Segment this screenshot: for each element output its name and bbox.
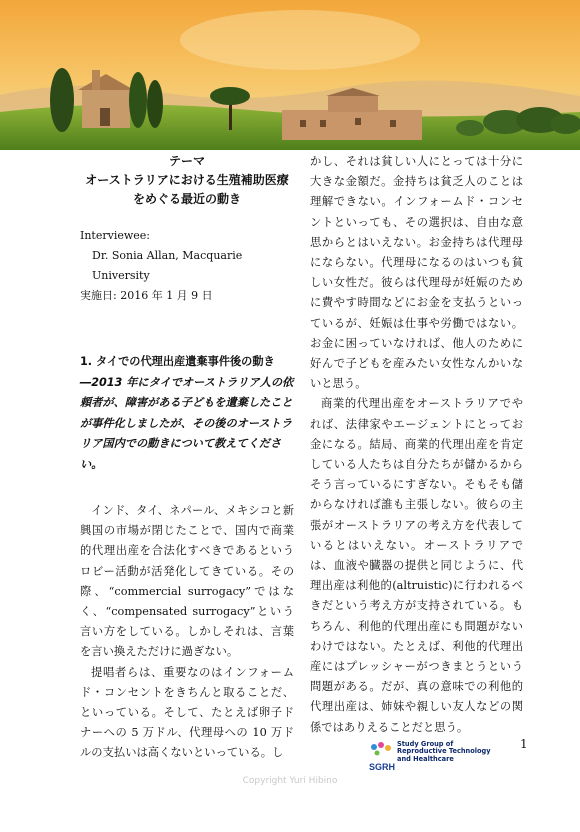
answer-paragraph: 商業的代理出産をオーストラリアでやれば、法律家やエージェントにとってお金になる。結局、商業的代理出産を肯定している人たちは自分たちが儲かるからそう言っているにすぎない。そもそも儲からなければ誰も主張しない。彼らの主張がオーストラリアの考え方を代表しているとはいえない。オーストラリアでは、血液や臓器の提供と同じように、代理出産は利他的(altruistic)に行われるべきだという考え方が支持されている。もちろん、利他的代理出産にも問題がないわけではない。たとえば、利他的代理出産にはプレッシャーがつきまとうという問題がある。だが、真の意味での利他的代理出産は、姉妹や親しい友人などの関係ではありえることだと思う。 (310, 397, 523, 734)
answer-paragraph: 提唱者らは、重要なのはインフォームド・コンセントをきちんと取ることだ、といっている。そして、たとえば卵子ドナーへの 5 万ドル、代理母への 10 万ドルの支払いは高くないといっている。し (80, 665, 294, 760)
left-column (80, 152, 294, 764)
right-column (310, 152, 523, 738)
page-number: 1 (520, 737, 528, 751)
interviewee-label: Interviewee: (80, 229, 151, 242)
answer-paragraph: インド、タイ、ネパール、メキシコと新興国の市場が閉じたことで、国内で商業的代理出産を合法化すべきであるというロビー活動が活発化してきている。その際、“commercial surrogacy”ではなく、“compensated surrogacy”という言い方をしている。しかしそれは、言葉を言い換えただけに過ぎない。 (80, 504, 294, 659)
logo-text (397, 741, 507, 763)
copyright-watermark: Copyright Yuri Hibino (242, 776, 338, 786)
interview-date: 実施日: 2016 年 1 月 9 日 (80, 289, 213, 302)
logo-abbr: SGRH (369, 762, 396, 772)
answer-paragraph: かし、それは貧しい人にとっては十分に大きな金額だ。金持ちは貧乏人のことは理解できない。インフォームド・コンセントといっても、その選択は、自由な意思からとはいえない。お金持ちは代理母にならない。代理母になるのはいつも貧しい女性だ。彼らは代理母が妊娠のために費やす時間などにお金を支払うといっているが、妊娠は仕事や労働ではない。お金に困っていなければ、他人のために好んで子どもを産みたい女性なんかいないと思う。 (310, 155, 523, 391)
question-heading: タイでの代理出産遺棄事件後の動き (95, 355, 275, 368)
question-body: ―2013 年にタイでオーストラリア人の依頼者が、障害がある子どもを遺棄したことが事件化しましたが、その後のオーストラリア国内での動きについて教えてください。 (80, 375, 294, 471)
article-title-line2: をめぐる最近の動き (132, 192, 241, 206)
logo-line: and Healthcare (397, 754, 454, 763)
article-title-line1: オーストラリアにおける生殖補助医療 (85, 173, 289, 187)
logo-line: Reproductive Technology (397, 747, 491, 756)
interview-meta (80, 226, 294, 306)
question-number: 1. (80, 355, 93, 368)
interviewee-name: Dr. Sonia Allan, Macquarie University (92, 249, 243, 282)
header-landscape-image (0, 0, 580, 150)
logo-line: Study Group of (397, 740, 454, 748)
question-block (80, 352, 294, 475)
theme-label: テーマ (168, 154, 205, 168)
